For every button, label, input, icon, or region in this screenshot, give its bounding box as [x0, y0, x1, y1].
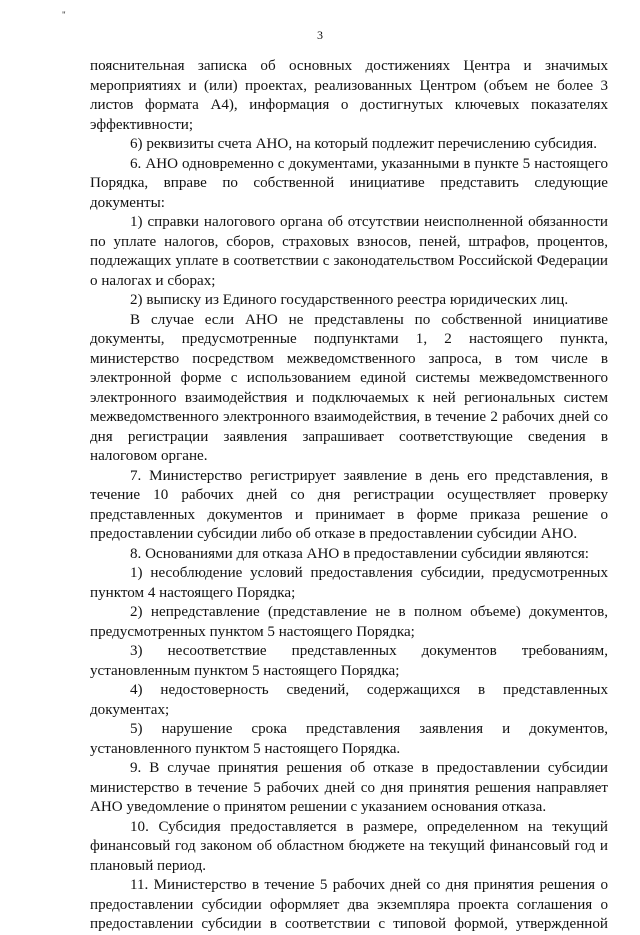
- paragraph-item-6-bank-details: 6) реквизиты счета АНО, на который подлежит перечислению субсидия.: [130, 136, 598, 152]
- paragraph-refusal-ground-4: 4) недостоверность сведений, содержащихся в представленных документах;: [90, 682, 608, 718]
- paragraph-refusal-ground-2: 2) непредставление (представление не в полном объеме) документов, предусмотренных пунктом 5 настоящего Порядка;: [90, 604, 608, 640]
- paragraph-point-8: 8. Основаниями для отказа АНО в предоставлении субсидии являются:: [130, 545, 589, 562]
- document-body: [90, 57, 608, 935]
- paragraph-point-11: 11. Министерство в течение 5 рабочих дней со дня принятия решения о предоставлении субсидии оформляет два экземпляра проекта соглашения о предоставлении субсидии в соответствии с типовой формой, утвержденной: [90, 877, 608, 932]
- paragraph-refusal-ground-5: 5) нарушение срока представления заявления и документов, установленного пунктом 5 настоящего Порядка.: [90, 721, 608, 757]
- paragraph-subitem-1-tax-certificate: 1) справки налогового органа об отсутствии неисполненной обязанности по уплате налогов, сборов, страховых взносов, пеней, штрафов, процентов, подлежащих уплате в соответствии с законодательством Российской Федерации о налогах и сборах;: [90, 214, 608, 289]
- paragraph-subitem-2-registry-extract: 2) выписку из Единого государственного реестра юридических лиц.: [130, 292, 569, 308]
- paragraph-refusal-ground-1: 1) несоблюдение условий предоставления субсидии, предусмотренных пунктом 4 настоящего Порядка;: [90, 565, 608, 601]
- paragraph-refusal-ground-3: 3) несоответствие представленных документов требованиям, установленным пунктом 5 настоящего Порядка;: [90, 643, 608, 679]
- corner-mark: ": [62, 10, 66, 20]
- page-number: 3: [317, 28, 323, 42]
- paragraph-point-10: 10. Субсидия предоставляется в размере, определенном на текущий финансовый год законом об областном бюджете на текущий финансовый год и плановый период.: [90, 818, 608, 874]
- paragraph-explanatory-note: пояснительная записка об основных достижениях Центра и значимых мероприятиях и (или) проектах, реализованных Центром (объем не более 3 листов формата А4), информация о достигнутых ключевых показателях эффективности;: [90, 58, 608, 133]
- paragraph-point-7: 7. Министерство регистрирует заявление в день его представления, в течение 10 рабочих дней со дня регистрации осуществляет проверку представленных документов и принимает в форме приказа решение о предоставлении субсидии либо об отказе в предоставлении субсидии АНО.: [90, 467, 608, 542]
- paragraph-point-9: 9. В случае принятия решения об отказе в предоставлении субсидии министерство в течение 5 рабочих дней со дня принятия решения направляет АНО уведомление о принятом решении с указанием основания отказа.: [90, 760, 608, 815]
- paragraph-interagency-request: В случае если АНО не представлены по собственной инициативе документы, предусмотренные подпунктами 1, 2 настоящего пункта, министерство посредством межведомственного запроса, в том числе в электронной форме с использованием единой системы межведомственного электронного взаимодействия и подключаемых к ней региональных систем межведомственного электронного взаимодействия, в течение 2 рабочих дней со дня регистрации заявления запрашивает соответствующие сведения в налоговом органе.: [90, 311, 608, 464]
- paragraph-point-6: 6. АНО одновременно с документами, указанными в пункте 5 настоящего Порядка, вправе по собственной инициативе представить следующие документы:: [90, 155, 608, 211]
